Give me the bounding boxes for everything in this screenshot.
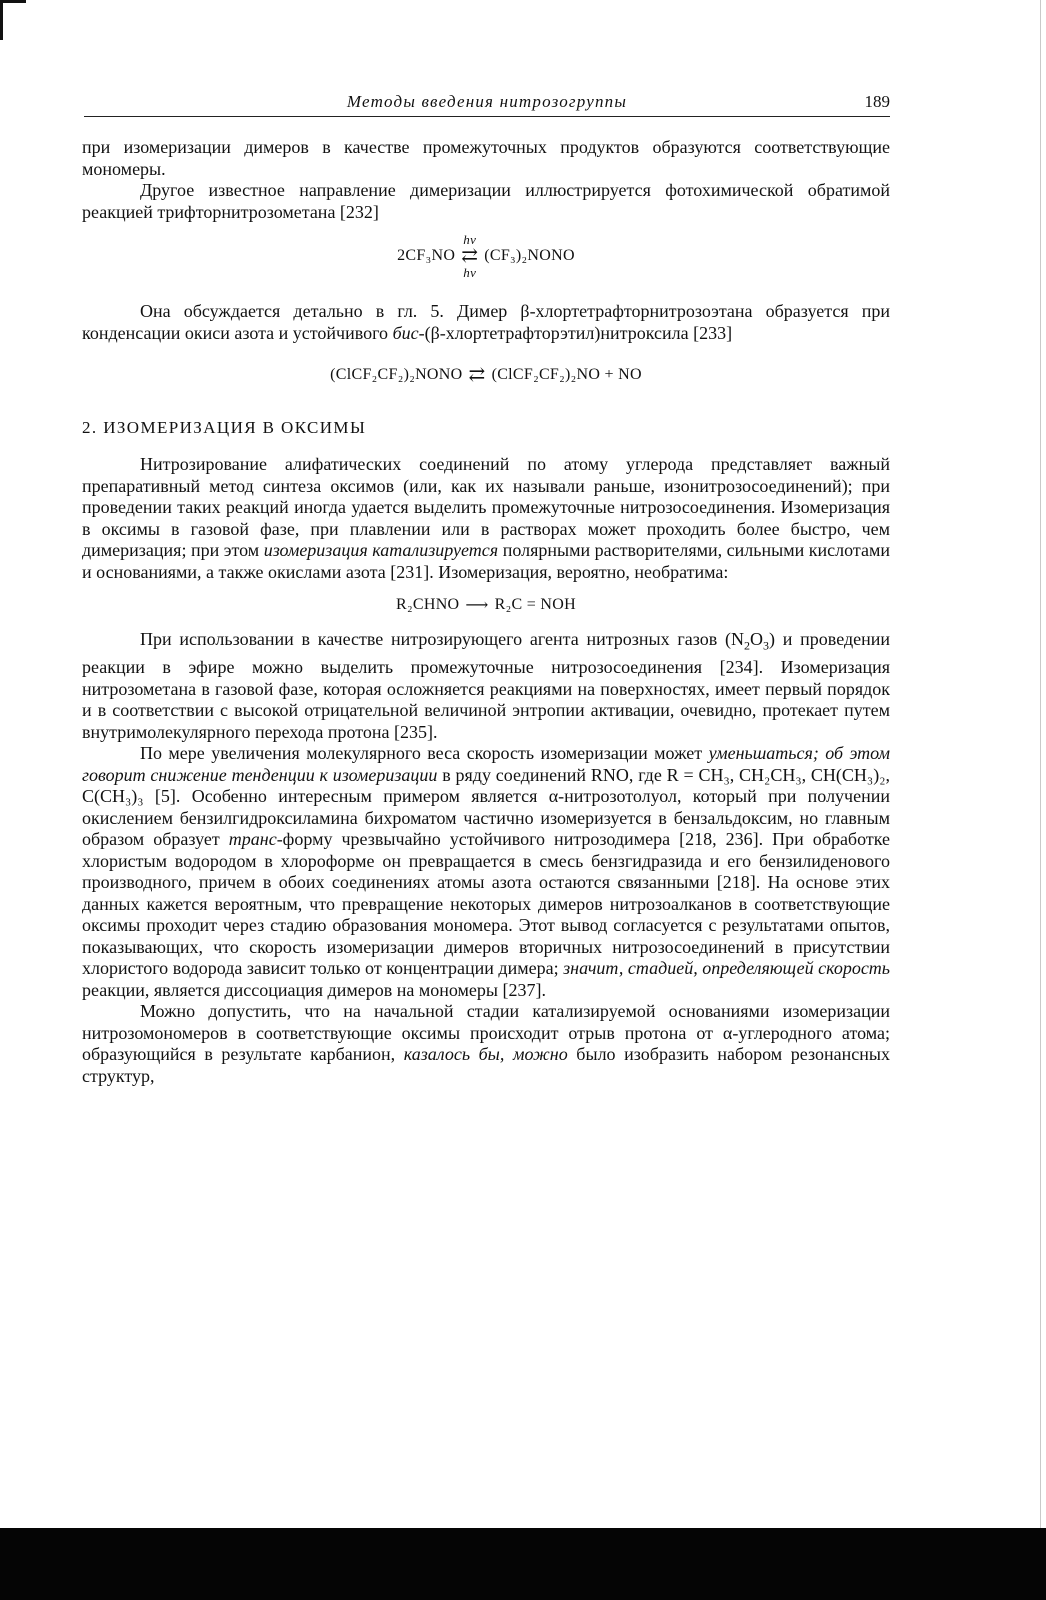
equation-dimer-dissociation [82, 362, 890, 396]
paragraph-3-text-a: Она обсуждается детально в гл. 5. Димер β-хлортетрафторнитрозоэтана образуется при конденсации окиси азота и устойчивого [82, 301, 890, 343]
equation-photochemical [82, 233, 890, 295]
scan-bottom-border [0, 1528, 1046, 1600]
paragraph-2: Другое известное направление димеризации иллюстрируется фотохимической обратимой реакцией трифторнитрозометана [232] [82, 180, 890, 222]
reversible-arrow-icon: ⇄ [468, 364, 486, 386]
equation-right: (CF₃)₂NONO [484, 247, 575, 264]
paragraph-6-text-a: По мере увеличения молекулярного веса скорость изомеризации может [140, 743, 709, 764]
equation-isomerization [82, 595, 890, 629]
running-title: Методы введения нитрозогруппы [346, 92, 628, 111]
paragraph-7-text-a: Можно допустить, что на начальной стадии катализируемой основаниями изомеризации нитрозомономеров в соответствующие оксимы происходит отрыв протона от α-углеродного атома; образующийся в результате карбанион, [82, 1001, 890, 1065]
paragraph-3-text-b: -(β-хлортетрафторэтил)нитроксила [233] [418, 322, 733, 343]
equation-right: (ClCF₂CF₂)₂NO + NO [491, 365, 642, 383]
hv-label-bottom: hν [463, 265, 477, 280]
paragraph-5-text-b: ) и проведении реакции в эфире можно выделить промежуточные нитрозосоединения [234]. Изомеризация нитрозометана в газовой фазе, которая осложняется реакциями на поверхностях, имеет первый порядок и в соответствии с высокой отрицательной величиной энтропии активации, очевидно, протекает путем внутримолекулярного перехода протона [235]. [82, 629, 891, 742]
paragraph-5-text-mid: O [750, 629, 764, 649]
equation-left: R₂CHNO [396, 596, 460, 613]
hv-label-top: hν [463, 232, 477, 247]
paragraph-4-text-a: Нитрозирование алифатических соединений по атому углерода представляет важный препаративный метод синтеза оксимов (или, как их называли раньше, изонитрозосоединений); при проведении таких реакций иногда удается выделить промежуточные нитрозосоединения. Изомеризация в оксимы в газовой фазе, при плавлении или в растворах может проходить более быстро, чем димеризация; при этом [82, 454, 890, 560]
paragraph-6 [82, 743, 890, 1001]
paragraph-5 [82, 629, 890, 743]
paragraph-4-emphasis: изомеризация катализируется [263, 540, 499, 560]
right-arrow-icon: ⟶ [465, 597, 489, 614]
page-number: 189 [864, 92, 890, 111]
scan-edge-line-left [0, 0, 3, 40]
reversible-arrow-icon [461, 233, 478, 279]
paragraph-6-emphasis-1: уменьшаться; об этом говорит снижение тенденции к изомеризации [82, 743, 890, 785]
scan-edge-line-top [0, 0, 26, 3]
equation-left: (ClCF₂CF₂)₂NONO [330, 365, 463, 383]
subscript: 2 [744, 638, 751, 653]
paragraph-3-emphasis: бис [392, 322, 419, 343]
paragraph-7-emphasis: казалось бы, можно [403, 1044, 568, 1065]
paragraph-7-text-b: было изобразить набором резонансных структур, [82, 1044, 890, 1086]
equation-right: R₂C = NOH [494, 596, 576, 613]
equation-left: 2CF₃NO [397, 247, 456, 264]
paragraph-6-text-d: реакции, является диссоциация димеров на мономеры [237]. [82, 979, 546, 1000]
subscript: 3 [763, 638, 770, 653]
paragraph-7 [82, 1001, 890, 1087]
paragraph-4-text-b: полярными растворителями, сильными кислотами и основаниями, а также окислами азота [231]. Изомеризация, вероятно, необратима: [82, 540, 890, 582]
paragraph-6-emphasis-2: транс [228, 829, 277, 850]
paragraph-6-emphasis-3: значит, стадией, определяющей скорость [563, 958, 890, 979]
section-heading: 2. ИЗОМЕРИЗАЦИЯ В ОКСИМЫ [82, 418, 367, 437]
arrow-glyph: ⇄ [461, 245, 479, 267]
paragraph-4 [82, 454, 890, 583]
paragraph-3 [82, 301, 890, 344]
paragraph-5-text-a: При использовании в качестве нитрозирующего агента нитрозных газов (N [140, 629, 745, 649]
page-header [84, 90, 890, 117]
paragraph-1: при изомеризации димеров в качестве промежуточных продуктов образуются соответствующие мономеры. [82, 137, 890, 179]
scan-edge-line-right [1040, 0, 1041, 1528]
page-body [82, 137, 890, 1087]
paragraph-6-text-c: -форму чрезвычайно устойчивого нитрозодимера [218, 236]. При обработке хлористым водородом в хлороформе он превращается в смесь бензгидразида и его бензилиденового производного, причем в обоих соединениях атомы азота остаются связанными [218]. На основе этих данных кажется вероятным, что превращение некоторых димеров нитрозоалканов в соответствующие оксимы проходит через стадию образования мономера. Этот вывод согласуется с результатами опытов, показывающих, что скорость изомеризации димеров вторичных нитрозосоединений в присутствии хлористого водорода зависит только от концентрации димера; [82, 829, 891, 979]
paragraph-6-text-b: в ряду соединений RNO, где R = CH₃, CH₂CH₃, CH(CH₃)₂, C(CH₃)₃ [5]. Особенно интересным примером является α-нитрозотолуол, который при получении окислением бензилгидроксиламина бихроматом частично изомеризуется в бензальдоксим, но главным образом образует [82, 764, 890, 850]
